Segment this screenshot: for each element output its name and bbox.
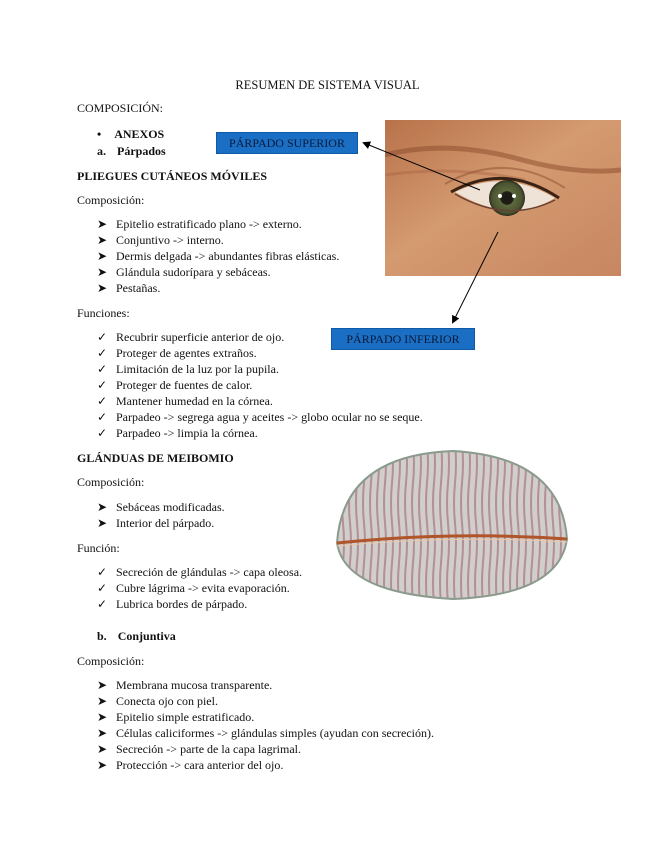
check-icon: ✓ (97, 330, 108, 344)
letter-mark: b. (97, 629, 107, 643)
arrow-bullet-icon: ➤ (97, 726, 108, 740)
arrow-inferior (453, 232, 498, 322)
check-icon: ✓ (97, 565, 108, 579)
check-icon: ✓ (97, 346, 108, 360)
arrow-bullet-icon: ➤ (97, 678, 108, 692)
meibomian-gland-illustration (333, 443, 571, 603)
arrow-bullet-icon: ➤ (97, 758, 108, 772)
composicion-heading: COMPOSICIÓN: (77, 101, 164, 115)
arrow-bullet-icon: ➤ (97, 217, 108, 231)
conjuntiva-label: Conjuntiva (117, 629, 176, 643)
conjuntiva-item (97, 629, 176, 643)
meibomio-heading: GLÁNDUAS DE MEIBOMIO (77, 451, 234, 465)
label-parpado-superior: PÁRPADO SUPERIOR (216, 132, 358, 154)
arrow-bullet-icon: ➤ (97, 742, 108, 756)
check-icon: ✓ (97, 394, 108, 408)
pliegues-comp-label: Composición: (77, 193, 145, 207)
arrow-superior (364, 143, 480, 190)
meibomio-func-label: Función: (77, 541, 120, 555)
arrow-bullet-icon: ➤ (97, 710, 108, 724)
check-icon: ✓ (97, 426, 108, 440)
arrow-bullet-icon: ➤ (97, 500, 108, 514)
letter-mark: a. (97, 144, 106, 158)
label-parpado-inferior: PÁRPADO INFERIOR (331, 328, 475, 350)
pliegues-heading: PLIEGUES CUTÁNEOS MÓVILES (77, 169, 268, 183)
meibomio-comp-label: Composición: (77, 475, 145, 489)
check-icon: ✓ (97, 378, 108, 392)
page-title: RESUMEN DE SISTEMA VISUAL (235, 78, 420, 92)
anexos-label: ANEXOS (114, 127, 165, 141)
bullet-mark: • (97, 127, 102, 141)
arrow-bullet-icon: ➤ (97, 281, 108, 295)
check-icon: ✓ (97, 362, 108, 376)
pliegues-func-label: Funciones: (77, 306, 130, 320)
conjuntiva-comp-label: Composición: (77, 654, 145, 668)
check-icon: ✓ (97, 597, 108, 611)
arrow-bullet-icon: ➤ (97, 694, 108, 708)
arrow-bullet-icon: ➤ (97, 249, 108, 263)
arrow-bullet-icon: ➤ (97, 265, 108, 279)
parpados-label: Párpados (117, 144, 166, 158)
check-icon: ✓ (97, 410, 108, 424)
check-icon: ✓ (97, 581, 108, 595)
arrow-bullet-icon: ➤ (97, 516, 108, 530)
arrow-bullet-icon: ➤ (97, 233, 108, 247)
